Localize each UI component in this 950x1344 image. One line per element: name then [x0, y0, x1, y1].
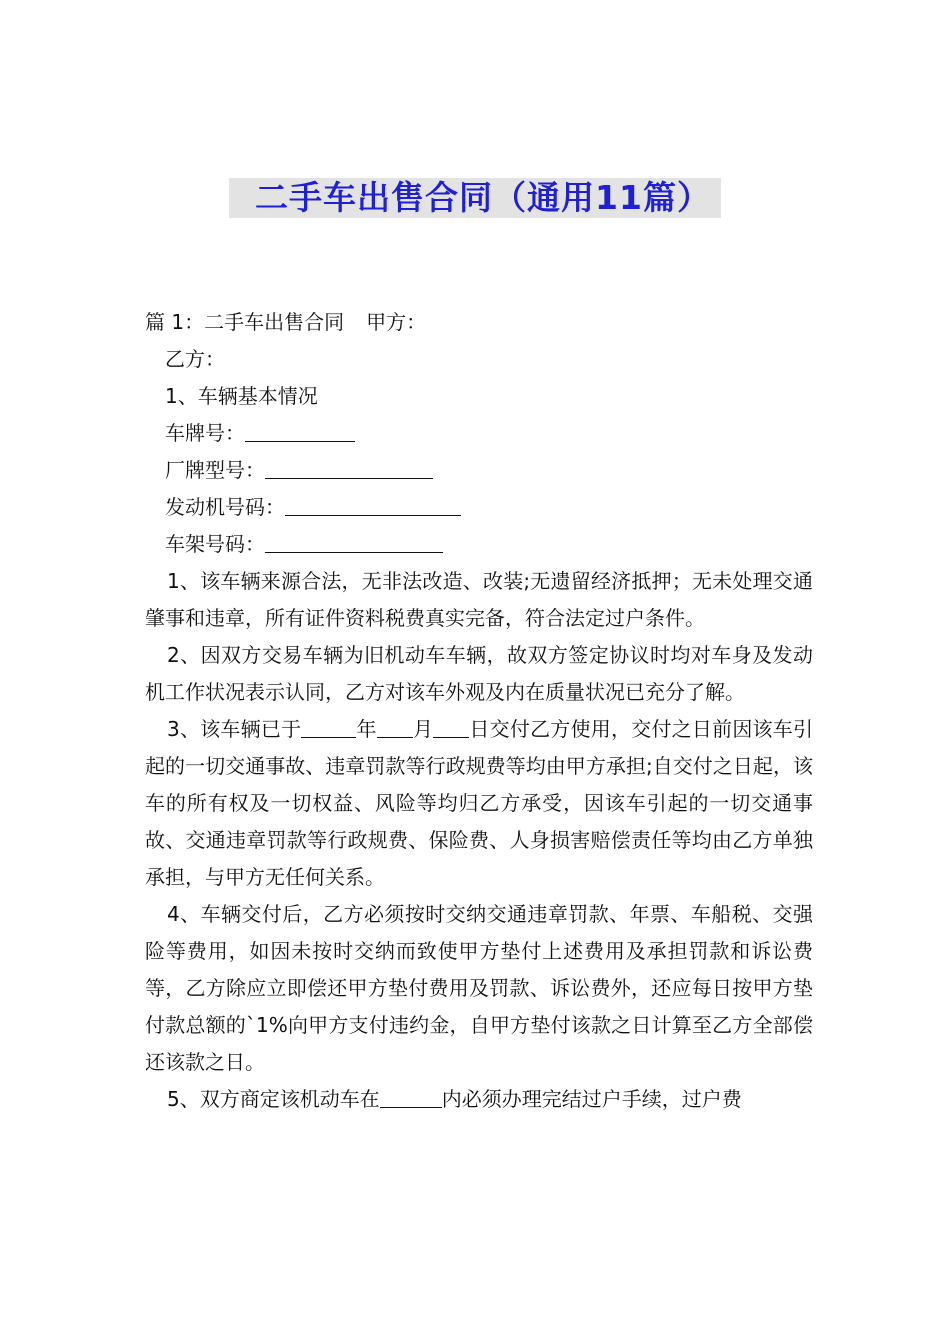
- section-heading: [145, 378, 813, 415]
- year-blank: [301, 717, 356, 738]
- document-body: [145, 304, 813, 1118]
- section-heading-text: 1、车辆基本情况: [165, 384, 318, 408]
- year-label: 年: [356, 717, 377, 741]
- frame-label: 车架号码：: [165, 532, 265, 556]
- frame-blank: [265, 532, 443, 553]
- frame-field: [145, 526, 813, 563]
- clause-5-rest: 内必须办理完结过户手续，过户费: [441, 1087, 742, 1111]
- model-field: [145, 452, 813, 489]
- clause-5: [145, 1081, 813, 1118]
- clause-3-start: 3、该车辆已于: [167, 717, 302, 741]
- engine-field: [145, 489, 813, 526]
- day-blank: [433, 717, 469, 738]
- clause-3-rest: 日交付乙方使用，交付之日前因该车引起的一切交通事故、违章罚款等行政规费等均由甲方承担;自交付之日起，该车的所有权及一切权益、风险等均归乙方承受，因该车引起的一切交通事故、交通违章罚款等行政规费、保险费、人身损害赔偿责任等均由乙方单独承担，与甲方无任何关系。: [145, 717, 814, 889]
- period-blank: [380, 1087, 442, 1108]
- clause-1: 1、该车辆来源合法，无非法改造、改装;无遗留经济抵押；无未处理交通肇事和违章，所有证件资料税费真实完备，符合法定过户条件。: [145, 569, 813, 630]
- model-blank: [265, 458, 433, 479]
- model-label: 厂牌型号：: [165, 458, 265, 482]
- party-a-label: 甲方：: [366, 310, 427, 334]
- clause-3: [145, 711, 813, 896]
- engine-label: 发动机号码：: [165, 495, 285, 519]
- month-blank: [377, 717, 413, 738]
- chapter-label: 篇 1：二手车出售合同: [145, 310, 345, 334]
- header-line: [145, 304, 813, 341]
- engine-blank: [285, 495, 461, 516]
- month-label: 月: [412, 717, 434, 741]
- party-b-label: 乙方：: [165, 347, 225, 371]
- plate-blank: [245, 421, 355, 442]
- page-title: 二手车出售合同（通用11篇）: [229, 178, 721, 218]
- party-b-line: [145, 341, 813, 378]
- clause-5-start: 5、双方商定该机动车在: [167, 1087, 380, 1111]
- clause-4: 4、车辆交付后，乙方必须按时交纳交通违章罚款、年票、车船税、交强险等费用，如因未按时交纳而致使甲方垫付上述费用及承担罚款和诉讼费等，乙方除应立即偿还甲方垫付费用及罚款、诉讼费外，还应每日按甲方垫付款总额的`1%向甲方支付违约金，自甲方垫付该款之日计算至乙方全部偿还该款之日。: [145, 902, 813, 1074]
- title-wrap: [0, 178, 950, 218]
- plate-field: [145, 415, 813, 452]
- plate-label: 车牌号：: [165, 421, 245, 445]
- clause-2: 2、因双方交易车辆为旧机动车车辆，故双方签定协议时均对车身及发动机工作状况表示认同，乙方对该车外观及内在质量状况已充分了解。: [145, 643, 813, 704]
